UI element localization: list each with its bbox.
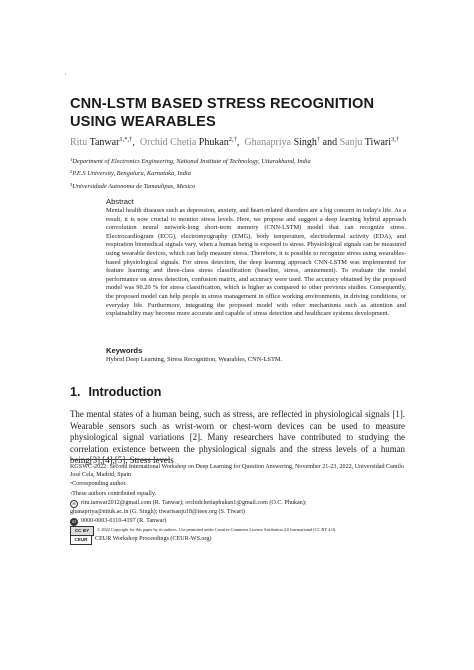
email-links-1[interactable]: ritu.tanwar2012@gmail.com (R. Tanwar); orchidchetiaphukan1@gmail.com (O.C. Phukan);: [81, 500, 307, 506]
ceur-link[interactable]: CEUR-WS.org: [172, 536, 210, 542]
author-1: Ritu Tanwar$^{1,*,\dagger}$: [70, 136, 133, 148]
abstract-text: Mental health diseases such as depression, anxiety, and heart-related disorders are a big concern in today's life. As a result, it is now crucial to monitor stress levels. Here, we propose and suggest a deep learning hybrid approach convolution neural network-long short-term memory (CNN-LSTM) model that can recognize stress. Electrocardiogram (ECG), electromyography (EMG), body temperature, electrodermal activity (EDA), and respiration biomedical signals vary, when a human being is exposed to stress. Physiological signals can be measured using wearable devices, which can help measure stress. Therefore, it is possible to recognize stress using wearables-based physiological signals. For stress detection, the deep learning approach CNN-LSTM was implemented for feature learning and three-class stress classification (baseline, stress, amusement). To evaluate the model performance on stress detection, confusion matrix, and accuracy were used. The accuracy obtained by the proposed model was 90.20 % for stress classification, which is higher as compared to other previous studies. Consequently, the proposed model can help people in stress management in office working environments, in driving conditions, or everyday life. Furthermore, integrating the proposed model with other mechanisms such as attention and explainability may become more accurate and capable of stress detection and healthcare systems development.: [106, 207, 406, 318]
section-title: Introduction: [88, 385, 162, 399]
keywords-section: [106, 346, 406, 365]
keywords-text: Hybrid Deep Learning, Stress Recognition, Wearables, CNN-LSTM.: [106, 356, 283, 363]
cc-license-icon[interactable]: CC BY: [70, 526, 94, 536]
affiliations: [70, 155, 430, 192]
affiliation-2: $^2$P.E.S University, Bengaluru, Karnataka, India: [70, 169, 191, 178]
footnote-contributed: †These authors contributed equally.: [70, 491, 157, 497]
footnote-copyright: CC BY © 2022 Copyright for this paper by its authors. Use permitted under Creative Commons License Attribution 4.0 International (CC BY 4.0).: [70, 526, 410, 536]
author-3: Ghanapriya Singh†: [244, 136, 321, 148]
footnote-orcid: [70, 517, 410, 526]
section-number: 1.: [70, 385, 81, 399]
ceur-logo-icon: CEUR: [70, 535, 92, 545]
keywords-heading: Keywords: [106, 346, 143, 355]
email-icon: ✉: [70, 500, 78, 508]
affiliation-3: $^3$Universidade Autonoma de Tamaulipas, Mexico: [70, 181, 196, 190]
affiliation-1: $^1$Department of Electronics Engineering, National Institute of Technology, Uttarakhand, India: [70, 157, 311, 165]
footnote-emails-1: [70, 499, 410, 508]
footnote-venue: KGSWC-2022: Second International Workshop on Deep Learning for Question Answering, November 21-23, 2022, Universidad Camilo José Cela, Madrid, Spain: [70, 464, 404, 478]
footnote-rule: [70, 459, 170, 460]
footnote-corresponding: *Corresponding author.: [70, 481, 127, 487]
margin-mark: ,: [65, 70, 67, 76]
orcid-icon: iD: [72, 519, 76, 524]
abstract-heading: Abstract: [106, 197, 134, 206]
author-4: Sanju Tiwari$^{3,\dagger}$: [339, 136, 400, 148]
orcid-link[interactable]: 0000-0003-0110-4197 (R. Tanwar): [81, 518, 167, 524]
paper-title: CNN-LSTM BASED STRESS RECOGNITION USING WEARABLES: [70, 96, 375, 130]
abstract-section: [106, 197, 406, 319]
footnote-ceur: CEUR CEUR Workshop Proceedings (CEUR-WS.org): [70, 535, 410, 545]
section-heading: [70, 385, 161, 399]
footnote-emails-2[interactable]: ghanapriya@nituk.ac.in (G. Singh); tiwarisanju18@ieee.org (S. Tiwari): [70, 509, 245, 515]
author-2: Orchid Chetia Phukan$^{2,\dagger}$: [139, 136, 237, 148]
section-body: The mental states of a human being, such as stress, are reflected in physiological signals [1]. Wearable sensors such as wrist-worn or chest-worn devices can be used to measure physiological signal variations [2]. Many researchers have contributed to studying the correlation existence between the physiological signals and the stress levels of a human being[3],[4],[5]. Stress levels: [70, 409, 405, 466]
author-list: Ritu Tanwar$^{1,*,\dagger}$, Orchid Chetia Phukan$^{2,\dagger}$, Ghanapriya Singh† and Sanju Tiwari$^{3,\dagger}$: [70, 136, 400, 148]
